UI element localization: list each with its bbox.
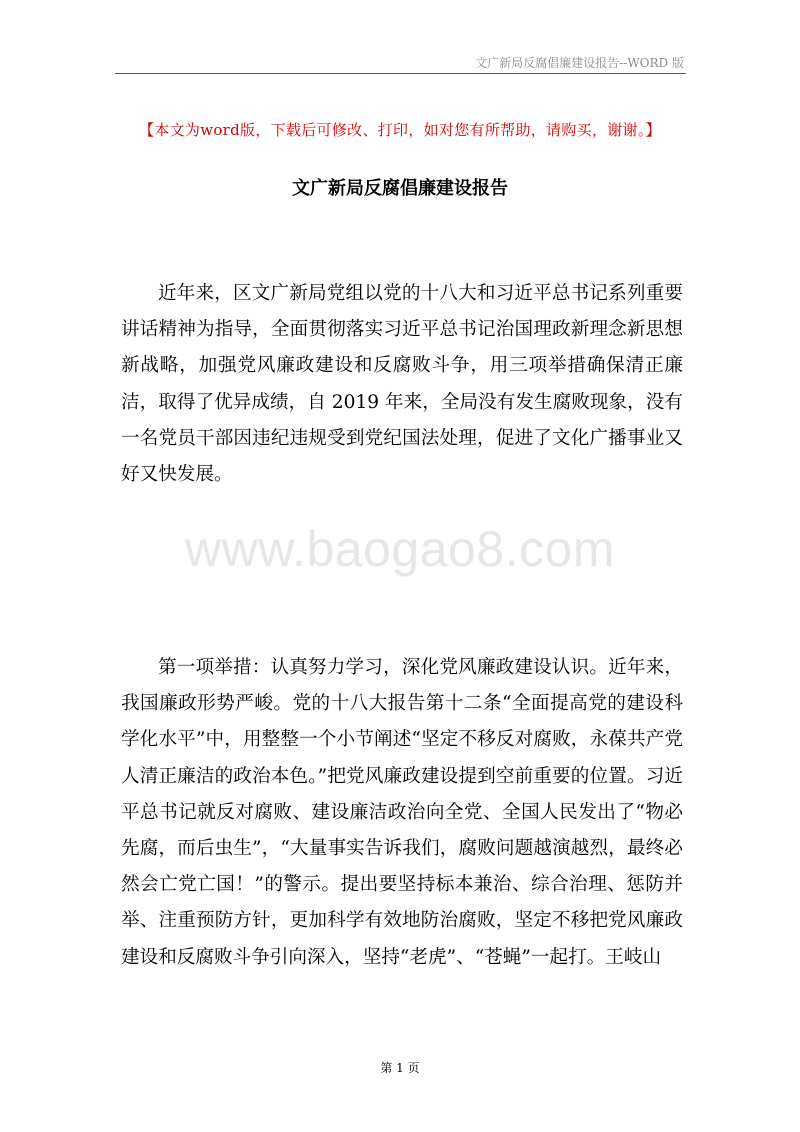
header-divider: [115, 73, 686, 74]
running-header: 文广新局反腐倡廉建设报告--WORD 版: [475, 56, 684, 70]
body-paragraph-1: 近年来，区文广新局党组以党的十八大和习近平总书记系列重要讲话精神为指导，全面贯彻落实习近平总书记治国理政新理念新思想新战略，加强党风廉政建设和反腐败斗争，用三项举措确保清正廉洁，取得了优异成绩，自 2019 年来，全局没有发生腐败现象，没有一名党员干部因违纪违规受到党纪国法处理，促进了文化广播事业又好又快发展。: [121, 283, 683, 486]
body-paragraph-2: 第一项举措：认真努力学习，深化党风廉政建设认识。近年来，我国廉政形势严峻。党的十八大报告第十二条“全面提高党的建设科学化水平”中，用整整一个小节阐述“坚定不移反对腐败，永葆共产党人清正廉洁的政治本色。”把党风廉政建设提到空前重要的位置。习近平总书记就反对腐败、建设廉洁政治向全党、全国人民发出了“物必先腐，而后虫生”，“大量事实告诉我们，腐败问题越演越烈，最终必然会亡党亡国！”的警示。提出要坚持标本兼治、综合治理、惩防并举、注重预防方针，更加科学有效地防治腐败，坚定不移把党风廉政建设和反腐败斗争引向深入，坚持“老虎”、“苍蝇”一起打。王岐山: [121, 657, 683, 968]
page-number: 第 1 页: [380, 1061, 420, 1075]
watermark-text: www.baogao8.com: [185, 521, 615, 577]
purchase-notice: 【本文为word版，下载后可修改、打印，如对您有所帮助，请购买，谢谢。】: [139, 121, 661, 139]
document-title: 文广新局反腐倡廉建设报告: [292, 178, 508, 199]
